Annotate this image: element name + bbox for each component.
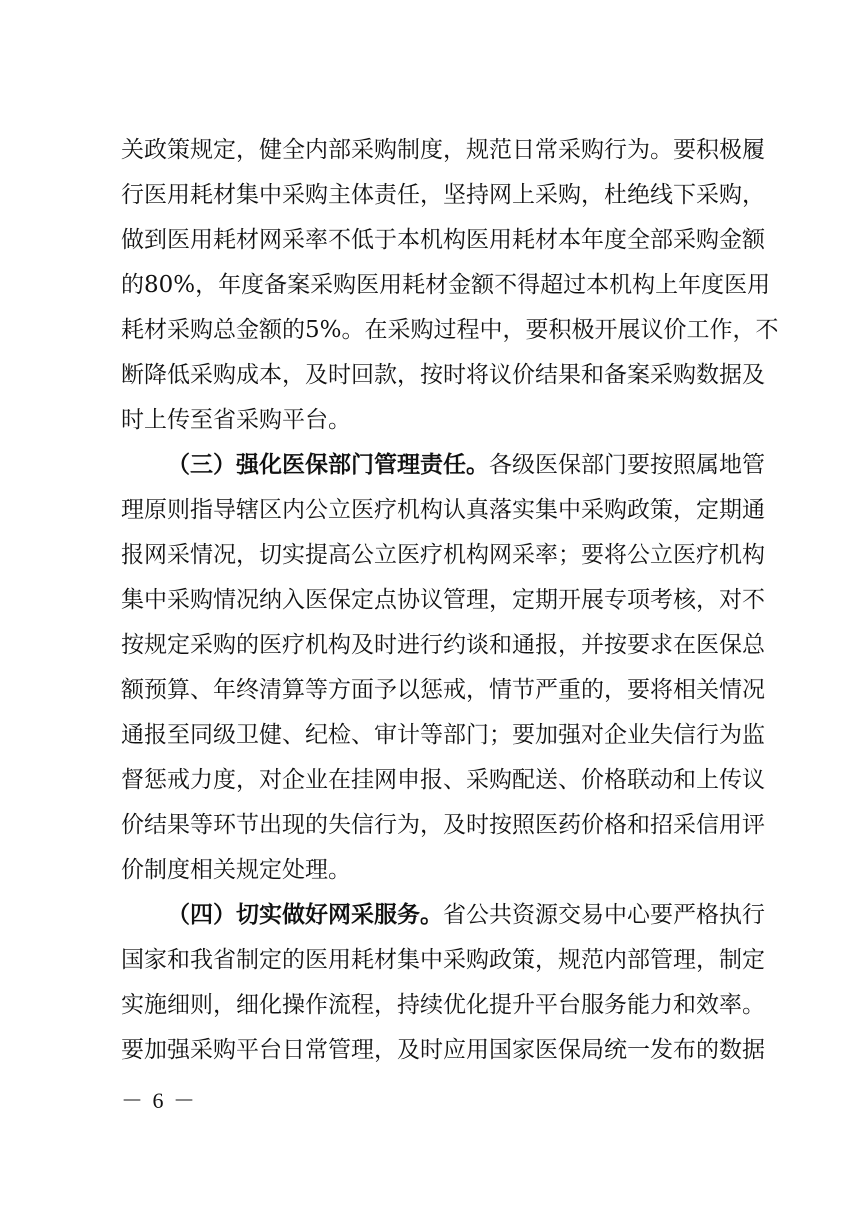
document-body (121, 128, 779, 1073)
text-line: 理 原 则 指 导 辖 区 内 公 立 医 疗 机 构 认 真 落 实 集 中 采 购 政 策 ， 定 期 通 (121, 497, 765, 523)
text-line: 通 报 至 同 级 卫 健 、 纪 检 、 审 计 等 部 门 ； 要 加 强 对 企 业 失 信 行 为 监 (121, 722, 765, 748)
text-line: 耗 材 采 购 总 金 额 的 5% 。 在 采 购 过 程 中 ， 要 积 极 开 展 议 价 工 作 ， 不 (121, 317, 779, 343)
text-line: 做 到 医 用 耗 材 网 采 率 不 低 于 本 机 构 医 用 耗 材 本 年 度 全 部 采 购 金 额 (121, 227, 765, 253)
text-line: 行 医 用 耗 材 集 中 采 购 主 体 责 任 ， 坚 持 网 上 采 购 ， 杜 绝 线 下 采 购 ， (121, 182, 765, 208)
text-line: 的 80% ， 年 度 备 案 采 购 医 用 耗 材 金 额 不 得 超 过 本 机 构 上 年 度 医 用 (121, 272, 771, 298)
text-line: 按 规 定 采 购 的 医 疗 机 构 及 时 进 行 约 谈 和 通 报 ， 并 按 要 求 在 医 保 总 (121, 632, 765, 658)
text-line: 关 政 策 规 定 ， 健 全 内 部 采 购 制 度 ， 规 范 日 常 采 购 行 为 。 要 积 极 履 (121, 137, 765, 163)
text-line: （ 四 ） 切 实 做 好 网 采 服 务 。 省 公 共 资 源 交 易 中 心 要 严 格 执 行 (167, 902, 765, 928)
text-line: （ 三 ） 强 化 医 保 部 门 管 理 责 任 。 各 级 医 保 部 门 要 按 照 属 地 管 (167, 452, 765, 478)
text-line: 报 网 采 情 况 ， 切 实 提 高 公 立 医 疗 机 构 网 采 率 ； 要 将 公 立 医 疗 机 构 (121, 542, 765, 568)
text-line: 断 降 低 采 购 成 本 ， 及 时 回 款 ， 按 时 将 议 价 结 果 和 备 案 采 购 数 据 及 (121, 362, 765, 388)
text-line: 要 加 强 采 购 平 台 日 常 管 理 ， 及 时 应 用 国 家 医 保 局 统 一 发 布 的 数 据 (121, 1037, 765, 1063)
page-number: － 6 － (121, 1088, 198, 1113)
text-line: 督 惩 戒 力 度 ， 对 企 业 在 挂 网 申 报 、 采 购 配 送 、 价 格 联 动 和 上 传 议 (121, 767, 765, 793)
text-line: 价 结 果 等 环 节 出 现 的 失 信 行 为 ， 及 时 按 照 医 药 价 格 和 招 采 信 用 评 (121, 812, 765, 838)
text-line: 时 上 传 至 省 采 购 平 台 。 (121, 407, 351, 433)
text-line: 实 施 细 则 ， 细 化 操 作 流 程 ， 持 续 优 化 提 升 平 台 服 务 能 力 和 效 率 。 (121, 992, 765, 1018)
text-line: 额 预 算 、 年 终 清 算 等 方 面 予 以 惩 戒 ， 情 节 严 重 的 ， 要 将 相 关 情 况 (121, 677, 765, 703)
text-line: 价 制 度 相 关 规 定 处 理 。 (121, 857, 351, 883)
text-line: 国 家 和 我 省 制 定 的 医 用 耗 材 集 中 采 购 政 策 ， 规 范 内 部 管 理 ， 制 定 (121, 947, 765, 973)
text-line: 集 中 采 购 情 况 纳 入 医 保 定 点 协 议 管 理 ， 定 期 开 展 专 项 考 核 ， 对 不 (121, 587, 765, 613)
